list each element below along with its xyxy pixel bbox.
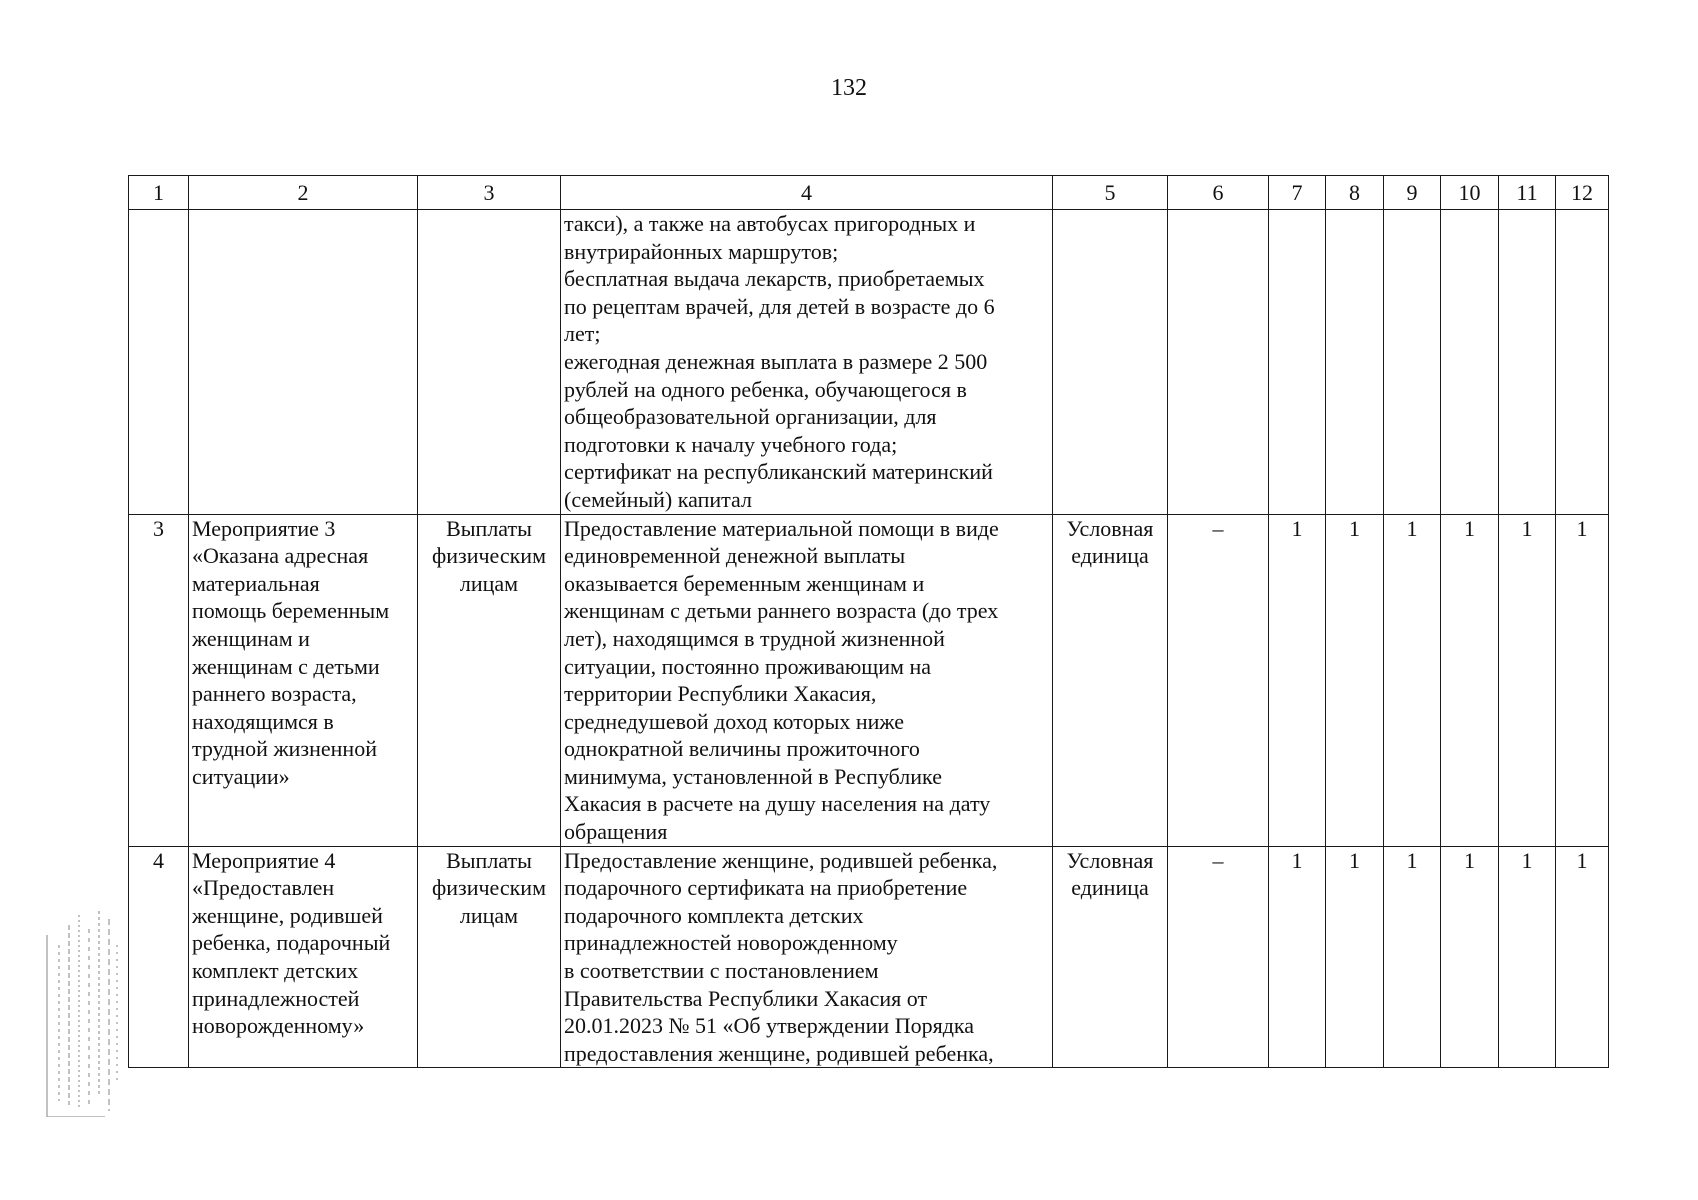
- table-row: [129, 514, 1609, 846]
- event-description: Предоставление материальной помощи в виде единовременной денежной выплаты оказывается беременным женщинам и женщинам с детьми раннего возраста (до трех лет), находящимся в трудной жизненной ситуации, постоянно проживающим на территории Республики Хакасия, среднедушевой доход которых ниже однократной величины прожиточного минимума, установленной в Республике Хакасия в расчете на душу населения на дату обращения: [561, 514, 1053, 846]
- document-table: [128, 175, 1609, 1068]
- header-row: [129, 176, 1609, 210]
- cell-col-8: 1: [1326, 514, 1384, 846]
- cell-col-10: 1: [1441, 846, 1499, 1068]
- header-cell-8: 8: [1326, 176, 1384, 210]
- cell-col-10: [1441, 210, 1499, 515]
- row-number: 4: [129, 846, 189, 1068]
- header-cell-7: 7: [1269, 176, 1326, 210]
- cell-col-8: [1326, 210, 1384, 515]
- table-row: [129, 210, 1609, 515]
- header-cell-3: 3: [418, 176, 561, 210]
- cell-col-12: 1: [1556, 846, 1609, 1068]
- unit-of-measure: Условная единица: [1053, 514, 1168, 846]
- side-stamp-mark: [45, 905, 121, 1117]
- cell-col-9: 1: [1384, 514, 1441, 846]
- cell-col-12: 1: [1556, 514, 1609, 846]
- header-cell-11: 11: [1499, 176, 1556, 210]
- header-cell-9: 9: [1384, 176, 1441, 210]
- header-cell-2: 2: [189, 176, 418, 210]
- unit-of-measure: Условная единица: [1053, 846, 1168, 1068]
- cell-col-9: [1384, 210, 1441, 515]
- cell-col-11: 1: [1499, 846, 1556, 1068]
- header-cell-4: 4: [561, 176, 1053, 210]
- cell-col-10: 1: [1441, 514, 1499, 846]
- cell-col-7: [1269, 210, 1326, 515]
- cell-col-6: –: [1168, 514, 1269, 846]
- event-name: Мероприятие 4 «Предоставлен женщине, родившей ребенка, подарочный комплект детских принадлежностей новорожденному»: [189, 846, 418, 1068]
- event-description: такси), а также на автобусах пригородных и внутрирайонных маршрутов; бесплатная выдача лекарств, приобретаемых по рецептам врачей, для детей в возрасте до 6 лет; ежегодная денежная выплата в размере 2 500 рублей на одного ребенка, обучающегося в общеобразовательной организации, для подготовки к началу учебного года; сертификат на республиканский материнский (семейный) капитал: [561, 210, 1053, 515]
- header-cell-1: 1: [129, 176, 189, 210]
- event-name: [189, 210, 418, 515]
- cell-col-12: [1556, 210, 1609, 515]
- cell-col-9: 1: [1384, 846, 1441, 1068]
- cell-col-8: 1: [1326, 846, 1384, 1068]
- cell-col-6: [1168, 210, 1269, 515]
- row-number: 3: [129, 514, 189, 846]
- cell-col-11: [1499, 210, 1556, 515]
- event-name: Мероприятие 3 «Оказана адресная материальная помощь беременным женщинам и женщинам с детьми раннего возраста, находящимся в трудной жизненной ситуации»: [189, 514, 418, 846]
- header-cell-5: 5: [1053, 176, 1168, 210]
- payment-type: Выплаты физическим лицам: [418, 514, 561, 846]
- header-cell-6: 6: [1168, 176, 1269, 210]
- cell-col-7: 1: [1269, 846, 1326, 1068]
- page-number: 132: [831, 75, 867, 101]
- row-number: [129, 210, 189, 515]
- payment-type: [418, 210, 561, 515]
- cell-col-6: –: [1168, 846, 1269, 1068]
- event-description: Предоставление женщине, родившей ребенка, подарочного сертификата на приобретение подарочного комплекта детских принадлежностей новорожденному в соответствии с постановлением Правительства Республики Хакасия от 20.01.2023 № 51 «Об утверждении Порядка предоставления женщине, родившей ребенка,: [561, 846, 1053, 1068]
- payment-type: Выплаты физическим лицам: [418, 846, 561, 1068]
- header-cell-10: 10: [1441, 176, 1499, 210]
- table-row: [129, 846, 1609, 1068]
- cell-col-7: 1: [1269, 514, 1326, 846]
- unit-of-measure: [1053, 210, 1168, 515]
- cell-col-11: 1: [1499, 514, 1556, 846]
- header-cell-12: 12: [1556, 176, 1609, 210]
